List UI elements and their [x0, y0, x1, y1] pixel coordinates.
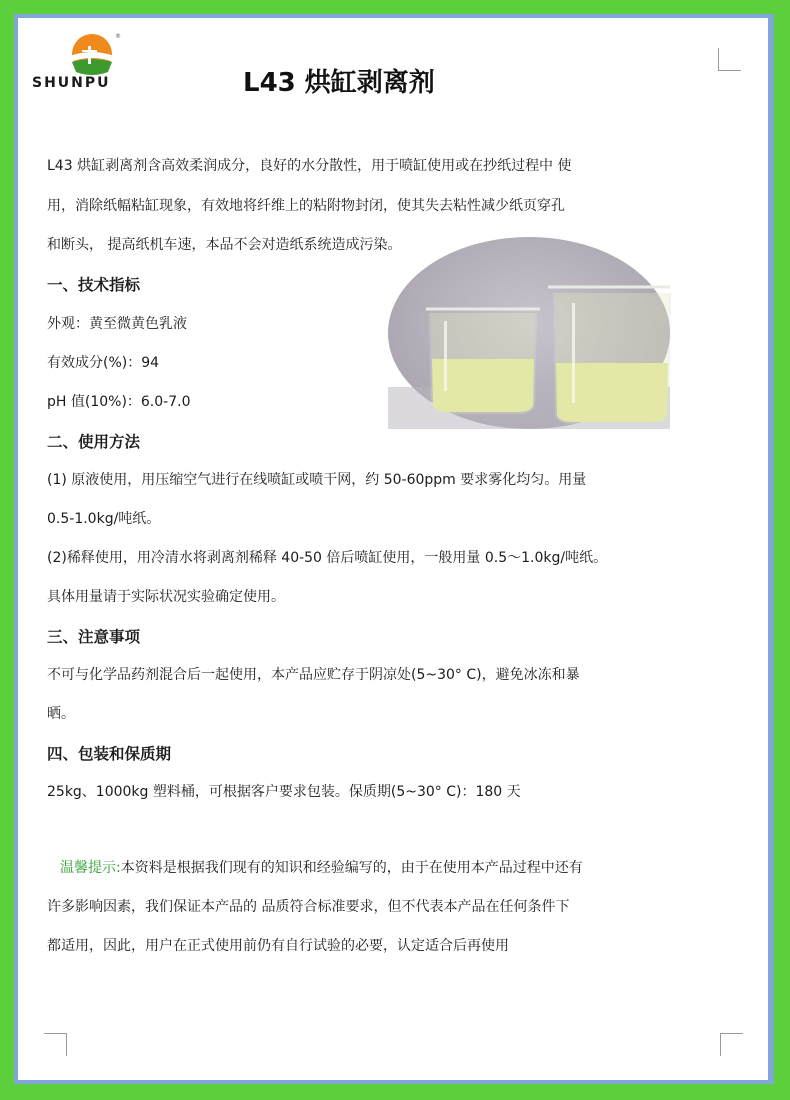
intro-line-2: 用，消除纸幅粘缸现象，有效地将纤维上的粘附物封闭，使其失去粘性减少纸页穿孔: [47, 198, 565, 214]
beakers-image: [388, 237, 670, 429]
usage-line-2: 0.5-1.0kg/吨纸。: [47, 511, 161, 527]
usage-line-1: (1) 原液使用，用压缩空气进行在线喷缸或喷干网，约 50-60ppm 要求雾化均匀。用量: [47, 472, 587, 488]
crop-mark-top-right: [718, 48, 741, 71]
intro-line-3: 和断头， 提高纸机车速，本品不会对造纸系统造成污染。: [47, 237, 402, 253]
notes-line-2: 晒。: [47, 706, 75, 722]
tip-line-2: 许多影响因素，我们保证本产品的 品质符合标准要求，但不代表本产品在任何条件下: [47, 899, 570, 915]
tip-text-1: 本资料是根据我们现有的知识和经验编写的，由于在使用本产品过程中还有: [120, 860, 583, 876]
specs-heading: 一、技术指标: [47, 276, 141, 294]
crop-mark-bottom-left: [44, 1033, 67, 1056]
crop-mark-bottom-right: [720, 1033, 743, 1056]
document-title: L43 烘缸剥离剂: [243, 68, 435, 98]
brand-name: SHUNPU: [32, 75, 111, 91]
tip-line-3: 都适用，因此，用户在正式使用前仍有自行试验的必要，认定适合后再使用: [47, 938, 509, 954]
packaging-heading: 四、包装和保质期: [47, 745, 172, 763]
tip-label: 温馨提示:: [60, 860, 121, 876]
notes-line-1: 不可与化学品药剂混合后一起使用，本产品应贮存于阴凉处(5~30° C)，避免冰冻和暴: [47, 667, 580, 683]
usage-line-3: (2)稀释使用，用冷清水将剥离剂稀释 40-50 倍后喷缸使用，一般用量 0.5～1.0kg/吨纸。: [47, 550, 608, 566]
spec-ph: pH 值(10%)：6.0-7.0: [47, 394, 191, 410]
product-beakers-photo: [388, 237, 670, 429]
spec-appearance: 外观：黄至微黄色乳液: [47, 316, 187, 332]
usage-heading: 二、使用方法: [47, 433, 141, 451]
packaging-line-1: 25kg、1000kg 塑料桶，可根据客户要求包装。保质期(5~30° C)：180 天: [47, 784, 521, 800]
registered-mark: ®: [115, 33, 121, 40]
notes-heading: 三、注意事项: [47, 628, 141, 646]
sun-field-logo-icon: [68, 32, 120, 76]
spec-active-content: 有效成分(%)：94: [47, 355, 160, 371]
tip-line-1: [60, 857, 583, 877]
intro-line-1: L43 烘缸剥离剂含高效柔润成分，良好的水分散性，用于喷缸使用或在抄纸过程中 使: [47, 158, 572, 174]
usage-line-4: 具体用量请于实际状况实验确定使用。: [47, 589, 285, 605]
